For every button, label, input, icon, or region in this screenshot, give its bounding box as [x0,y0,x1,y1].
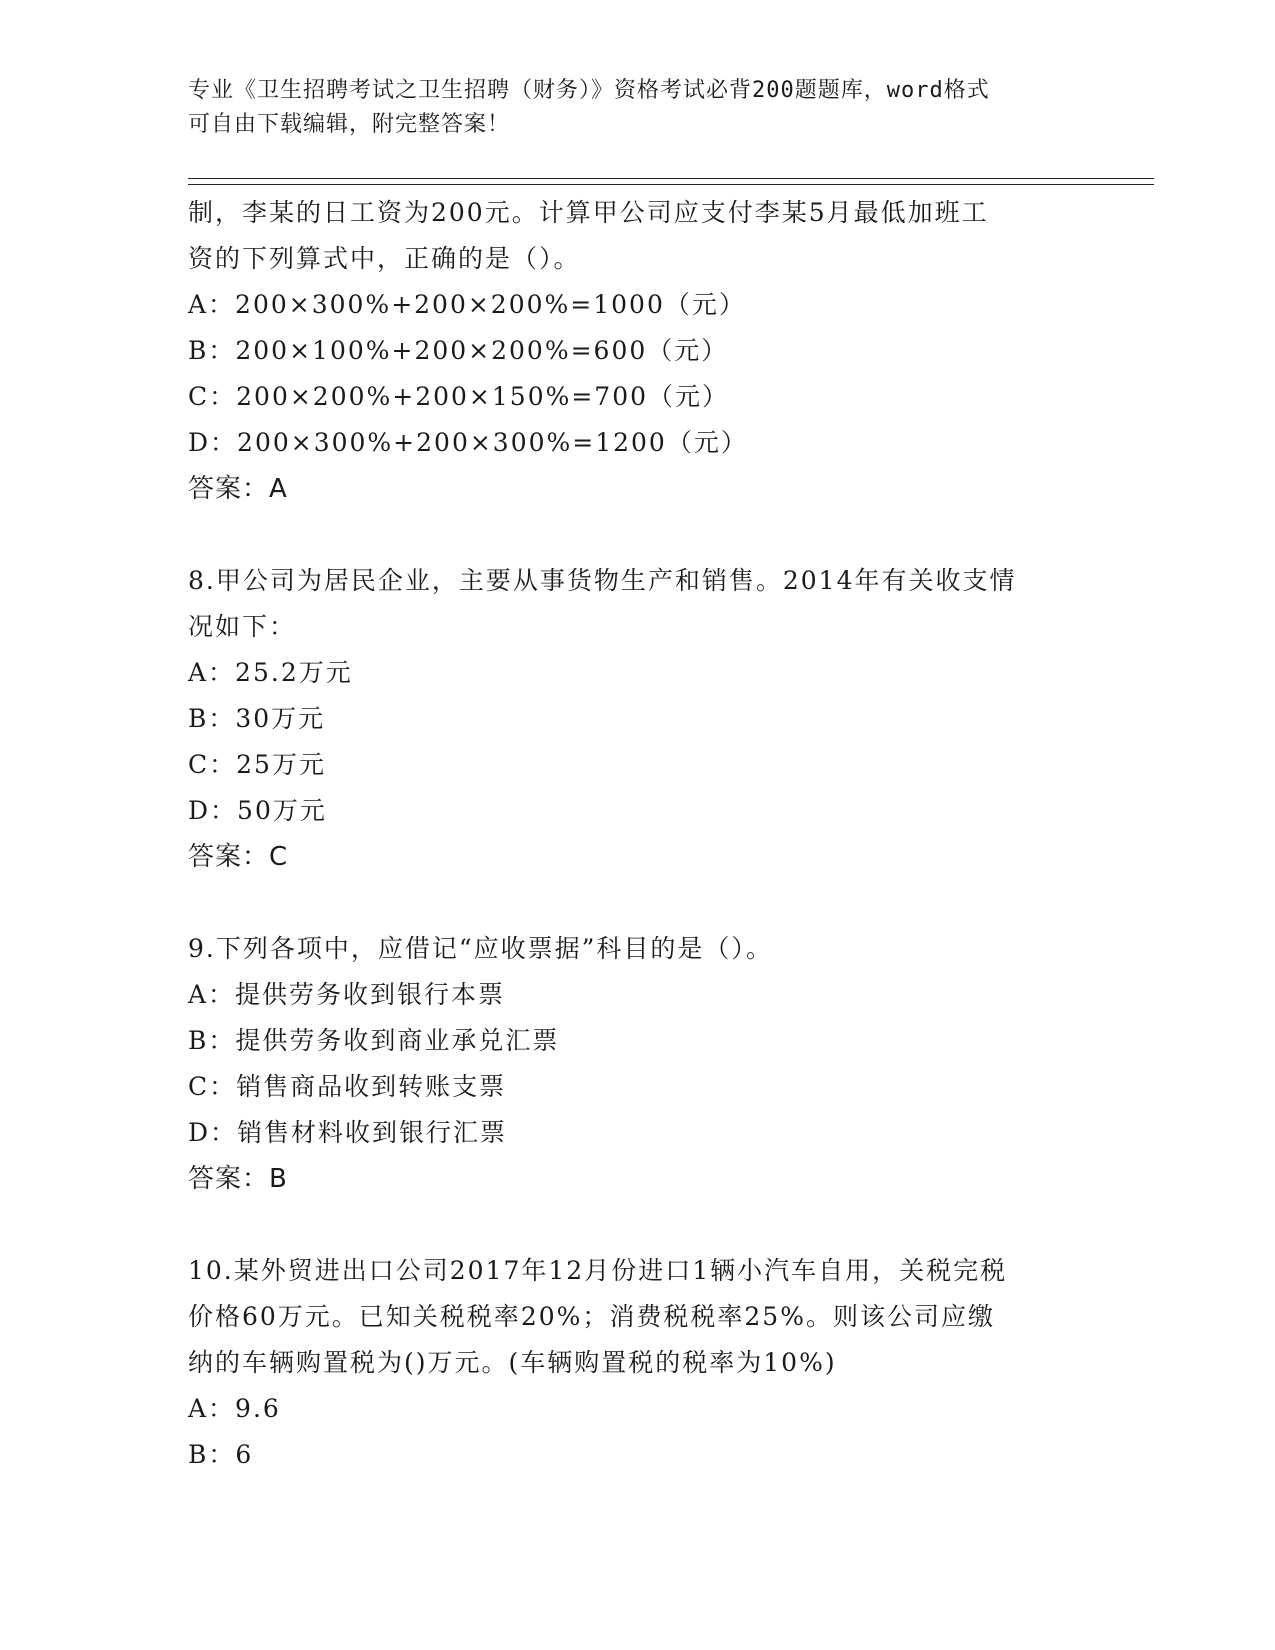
header-line-2: 可自由下载编辑，附完整答案！ [188,112,511,137]
option-a: A：25.2万元 [188,658,353,687]
option-b: B：6 [188,1440,254,1469]
option-d: D：销售材料收到银行汇票 [188,1118,508,1147]
option-b: B：30万元 [188,704,326,733]
option-a: A：提供劳务收到银行本票 [188,980,506,1009]
document-header [188,74,1078,142]
header-rule-top [188,178,1154,179]
spacer [188,880,1088,926]
question-stem: 10.某外贸进出口公司2017年12月份进口1辆小汽车自用，关税完税 [188,1256,1008,1285]
question-stem: 9.下列各项中，应借记“应收票据”科目的是（）。 [188,934,773,963]
spacer [188,512,1088,558]
answer-label: 答案：C [188,842,289,872]
question-stem: 况如下： [188,612,297,641]
answer-label: 答案：B [188,1164,288,1194]
option-b: B：200×100%+200×200%=600（元） [188,336,729,365]
option-d: D：200×300%+200×300%=1200（元） [188,428,748,457]
question-9 [188,926,1088,1202]
spacer [188,1202,1088,1248]
document-body [188,190,1088,1478]
question-stem: 制，李某的日工资为200元。计算甲公司应支付李某5月最低加班工 [188,198,989,227]
option-a: A：9.6 [188,1394,281,1423]
question-stem: 资的下列算式中，正确的是（）。 [188,244,581,273]
option-c: C：200×200%+200×150%=700（元） [188,382,730,411]
question-stem: 价格60万元。已知关税税率20%；消费税税率25%。则该公司应缴 [188,1302,995,1331]
option-c: C：销售商品收到转账支票 [188,1072,507,1101]
question-stem: 8.甲公司为居民企业，主要从事货物生产和销售。2014年有关收支情 [188,566,1017,595]
option-c: C：25万元 [188,750,326,779]
option-b: B：提供劳务收到商业承兑汇票 [188,1026,560,1055]
option-d: D：50万元 [188,796,327,825]
header-line-1: 专业《卫生招聘考试之卫生招聘（财务）》资格考试必背200题题库，word格式 [188,78,990,103]
header-rule-bottom [188,184,1154,185]
option-a: A：200×300%+200×200%=1000（元） [188,290,746,319]
question-stem: 纳的车辆购置税为()万元。(车辆购置税的税率为10%) [188,1348,837,1377]
question-10 [188,1248,1088,1478]
question-7 [188,190,1088,512]
question-8 [188,558,1088,880]
answer-label: 答案：A [188,474,288,504]
